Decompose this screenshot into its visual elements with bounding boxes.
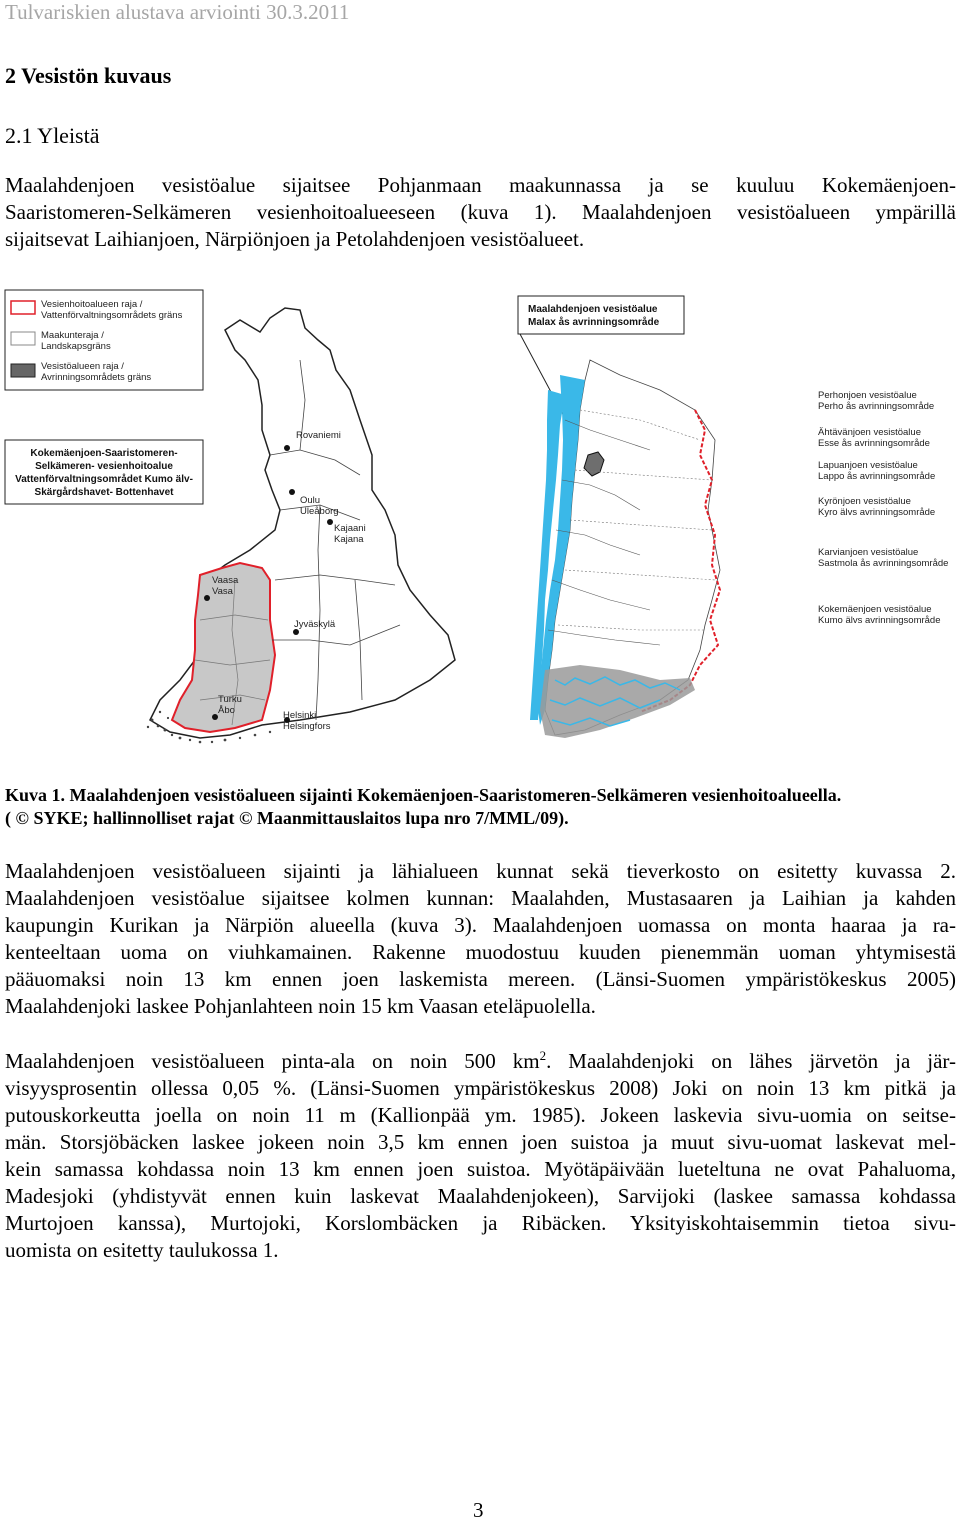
paragraph-intro bbox=[5, 172, 956, 253]
text-line bbox=[5, 1048, 956, 1075]
city-vaasa: Vaasa bbox=[212, 575, 239, 586]
neighbor-karvia-fi: Karvianjoen vesistöalue bbox=[818, 547, 919, 558]
basin-map bbox=[518, 296, 948, 738]
city-oulu: Oulu bbox=[300, 495, 321, 506]
city-jyvaskyla: Jyväskylä bbox=[294, 619, 336, 630]
area-superscript: 2 bbox=[539, 1048, 547, 1063]
legend-item1-line1: Vesienhoitoalueen raja / bbox=[41, 299, 143, 310]
text-line: putouskorkeutta joella on noin 11 m (Kallionpää ym. 1985). Jokeen laskevia sivu-uomia on seitse- bbox=[5, 1103, 956, 1127]
caption-line2: ( © SYKE; hallinnolliset rajat © Maanmittauslaitos lupa nro 7/MML/09). bbox=[5, 808, 569, 828]
neighbor-perho-fi: Perhonjoen vesistöalue bbox=[818, 390, 917, 401]
city-turku: Turku bbox=[218, 694, 242, 705]
legend-item1-line2: Vattenförvaltningsområdets gräns bbox=[41, 310, 183, 321]
city-turku-sv: Åbo bbox=[218, 705, 235, 716]
neighbor-kumo-sv: Kumo älvs avrinningsområde bbox=[818, 615, 941, 626]
area-text-pre: Maalahdenjoen vesistöalueen pinta-ala on noin 500 km bbox=[5, 1049, 540, 1073]
city-helsinki-sv: Helsingfors bbox=[283, 721, 331, 732]
text-line: pääuomaksi noin 13 km ennen joen laskemista mereen. (Länsi-Suomen ympäristökeskus 2005) bbox=[5, 967, 956, 991]
text-line: Madesjoki (yhdistyvät ennen kuin laskevat Maalahdenjokeen), Sarvijoki (laskee samassa kohdassa bbox=[5, 1184, 956, 1208]
text-line: kaupungin Kurikan ja Närpiön alueella (kuva 3). Maalahdenjoen uomassa on monta haaraa ja ra- bbox=[5, 913, 956, 937]
neighbor-karvia-sv: Sastmola ås avrinningsområde bbox=[818, 558, 949, 569]
right-title-line2: Malax ås avrinningsområde bbox=[528, 317, 660, 328]
neighbor-lapua-sv: Lappo ås avrinningsområde bbox=[818, 471, 936, 482]
city-rovaniemi: Rovaniemi bbox=[296, 430, 341, 441]
text-line: Maalahdenjoen vesistöalue sijaitsee kolmen kunnan: Maalahden, Mustasaaren ja Laihian ja kahden bbox=[5, 886, 956, 910]
caption-line1: Kuva 1. Maalahdenjoen vesistöalueen sijainti Kokemäenjoen-Saaristomeren-Selkämeren vesienhoitoalueella. bbox=[5, 785, 842, 805]
neighbor-lapua-fi: Lapuanjoen vesistöalue bbox=[818, 460, 918, 471]
text-line: Maalahdenjoki laskee Pohjanlahteen noin 15 km Vaasan eteläpuolella. bbox=[5, 994, 596, 1018]
legend-item3-line2: Avrinningsområdets gräns bbox=[41, 372, 152, 383]
district-line3: Vattenförvaltningsområdet Kumo älv- bbox=[15, 474, 193, 485]
text-line: Maalahdenjoen vesistöalue sijaitsee Pohjanmaan maakunnassa ja se kuuluu Kokemäenjoen- bbox=[5, 173, 956, 197]
text-line: kenteeltaan uoma on viuhkamainen. Rakenne muodostuu kuuden pienemmän uoman yhtymisestä bbox=[5, 940, 956, 964]
neighbor-kyro-fi: Kyrönjoen vesistöalue bbox=[818, 496, 911, 507]
text-line: män. Storsjöbäcken laskee jokeen noin 3,5 km ennen joen suistoa ja muut sivu-uomat laskevat mel- bbox=[5, 1130, 956, 1154]
neighbor-kumo-fi: Kokemäenjoen vesistöalue bbox=[818, 604, 932, 615]
neighbor-perho-sv: Perho ås avrinningsområde bbox=[818, 401, 935, 412]
text-line: Saaristomeren-Selkämeren vesienhoitoalueeseen (kuva 1). Maalahdenjoen vesistöalueen ympärillä bbox=[5, 200, 956, 224]
figure-caption bbox=[5, 784, 956, 830]
district-line2: Selkämeren- vesienhoitoalue bbox=[35, 461, 173, 472]
neighbor-ahtava-sv: Esse ås avrinningsområde bbox=[818, 438, 930, 449]
district-line4: Skärgårdshavet- Bottenhavet bbox=[34, 487, 174, 498]
paragraph-area bbox=[5, 1048, 956, 1264]
neighbor-kyro-sv: Kyro älvs avrinningsområde bbox=[818, 507, 936, 518]
location-map-figure bbox=[0, 280, 960, 760]
page-number: 3 bbox=[473, 1498, 484, 1522]
text-line: Maalahdenjoen vesistöalueen sijainti ja lähialueen kunnat sekä tieverkosto on esitetty kuvassa 2. bbox=[5, 859, 956, 883]
legend-item3-line1: Vesistöalueen raja / bbox=[41, 361, 124, 372]
text-line: kein samassa kohdassa noin 13 km ennen joen suistoa. Myötäpäivään lueteltuna ne ovat Pahaluoma, bbox=[5, 1157, 956, 1181]
district-line1: Kokemäenjoen-Saaristomeren- bbox=[30, 448, 178, 459]
text-line: sijaitsevat Laihianjoen, Närpiönjoen ja Petolahdenjoen vesistöalueet. bbox=[5, 227, 585, 251]
city-vaasa-sv: Vasa bbox=[212, 586, 233, 597]
finland-map bbox=[5, 290, 455, 743]
area-text-post: . Maalahdenjoki on lähes järvetön ja jär- bbox=[546, 1049, 956, 1073]
running-header: Tulvariskien alustava arviointi 30.3.2011 bbox=[5, 0, 350, 24]
legend-item2-line2: Landskapsgräns bbox=[41, 341, 111, 352]
text-line: visyysprosentin ollessa 0,05 %. (Länsi-Suomen ympäristökeskus 2008) Joki on noin 13 km pitkä ja bbox=[5, 1076, 956, 1100]
subsection-title: 2.1 Yleistä bbox=[5, 123, 100, 148]
text-line: uomista on esitetty taulukossa 1. bbox=[5, 1238, 279, 1262]
neighbor-ahtava-fi: Ähtävänjoen vesistöalue bbox=[818, 427, 921, 438]
section-title: 2 Vesistön kuvaus bbox=[5, 63, 172, 88]
right-title-line1: Maalahdenjoen vesistöalue bbox=[528, 304, 658, 315]
text-line: Murtojoen kanssa), Murtojoki, Korslombäcken ja Ribäcken. Yksityiskohtaisemmin tietoa sivu- bbox=[5, 1211, 956, 1235]
city-kajaani: Kajaani bbox=[334, 523, 366, 534]
legend-item2-line1: Maakunteraja / bbox=[41, 330, 104, 341]
paragraph-location bbox=[5, 858, 956, 1020]
city-kajaani-sv: Kajana bbox=[334, 534, 364, 545]
city-oulu-sv: Uleåborg bbox=[300, 506, 339, 517]
city-helsinki: Helsinki bbox=[283, 710, 317, 721]
